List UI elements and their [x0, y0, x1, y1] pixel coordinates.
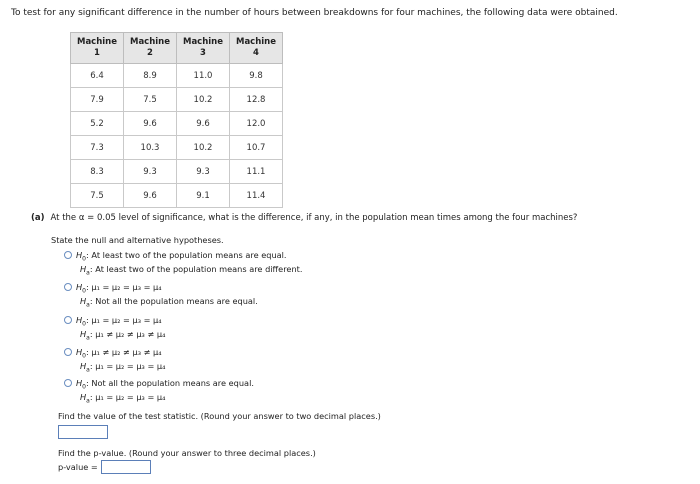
- p-value-label: p-value =: [58, 462, 98, 472]
- table-cell: 9.6: [177, 112, 230, 136]
- header-machine-1: Machine 1: [71, 33, 124, 64]
- table-cell: 10.2: [177, 136, 230, 160]
- table-cell: 6.4: [71, 64, 124, 88]
- option-4-h0: $H_0$: μ₁ ≠ μ₂ ≠ μ₃ ≠ μ₄: [76, 347, 162, 360]
- option-3-h0: $H_0$: μ₁ = μ₂ = μ₃ = μ₄: [76, 315, 162, 328]
- table-cell: 11.4: [230, 184, 283, 208]
- test-statistic-input[interactable]: [58, 425, 108, 439]
- option-4-ha: $H_a$: μ₁ = μ₂ = μ₃ = μ₄: [80, 361, 166, 374]
- option-4-radio[interactable]: [64, 348, 72, 356]
- table-cell: 7.5: [124, 88, 177, 112]
- table-row: [71, 88, 283, 112]
- question-text: At the α = 0.05 level of significance, what is the difference, if any, in the population mean times among the four machines?: [50, 213, 578, 223]
- p-value-prompt: Find the p-value. (Round your answer to three decimal places.): [58, 448, 316, 458]
- problem-intro: To test for any significant difference in the number of hours between breakdowns for four machines, the following data were obtained.: [11, 8, 618, 18]
- table-cell: 7.3: [71, 136, 124, 160]
- table-cell: 9.6: [124, 112, 177, 136]
- option-5-h0: $H_0$: Not all the population means are equal.: [76, 378, 254, 391]
- table-cell: 7.9: [71, 88, 124, 112]
- option-5-ha: $H_a$: μ₁ = μ₂ = μ₃ = μ₄: [80, 392, 166, 405]
- table-cell: 9.3: [124, 160, 177, 184]
- question-a: [31, 213, 577, 223]
- table-cell: 9.3: [177, 160, 230, 184]
- option-5-radio[interactable]: [64, 379, 72, 387]
- table-cell: 7.5: [71, 184, 124, 208]
- table-cell: 8.9: [124, 64, 177, 88]
- table-cell: 11.1: [230, 160, 283, 184]
- option-3-ha: $H_a$: μ₁ ≠ μ₂ ≠ μ₃ ≠ μ₄: [80, 329, 166, 342]
- table-row: [71, 64, 283, 88]
- table-row: [71, 136, 283, 160]
- option-1-h0: $H_0$: At least two of the population means are equal.: [76, 250, 287, 263]
- option-2-h0: $H_0$: μ₁ = μ₂ = μ₃ = μ₄: [76, 282, 162, 295]
- question-label: (a): [31, 213, 45, 223]
- table-cell: 10.7: [230, 136, 283, 160]
- table-cell: 5.2: [71, 112, 124, 136]
- table-cell: 10.2: [177, 88, 230, 112]
- header-machine-2: Machine 2: [124, 33, 177, 64]
- table-cell: 9.1: [177, 184, 230, 208]
- state-hypotheses-prompt: State the null and alternative hypotheses.: [51, 235, 224, 245]
- option-2-radio[interactable]: [64, 283, 72, 291]
- table-cell: 9.6: [124, 184, 177, 208]
- option-2-ha: $H_a$: Not all the population means are equal.: [80, 296, 258, 309]
- option-3-radio[interactable]: [64, 316, 72, 324]
- table-cell: 12.8: [230, 88, 283, 112]
- p-value-input[interactable]: [101, 460, 151, 474]
- option-1-radio[interactable]: [64, 251, 72, 259]
- header-machine-3: Machine 3: [177, 33, 230, 64]
- table-cell: 8.3: [71, 160, 124, 184]
- table-cell: 11.0: [177, 64, 230, 88]
- test-statistic-prompt: Find the value of the test statistic. (Round your answer to two decimal places.): [58, 411, 381, 421]
- option-1-ha: $H_a$: At least two of the population means are different.: [80, 264, 303, 277]
- table-row: [71, 112, 283, 136]
- table-row: [71, 160, 283, 184]
- table-cell: 10.3: [124, 136, 177, 160]
- table-cell: 9.8: [230, 64, 283, 88]
- table-row: [71, 184, 283, 208]
- header-machine-4: Machine 4: [230, 33, 283, 64]
- data-table: [70, 32, 283, 208]
- table-cell: 12.0: [230, 112, 283, 136]
